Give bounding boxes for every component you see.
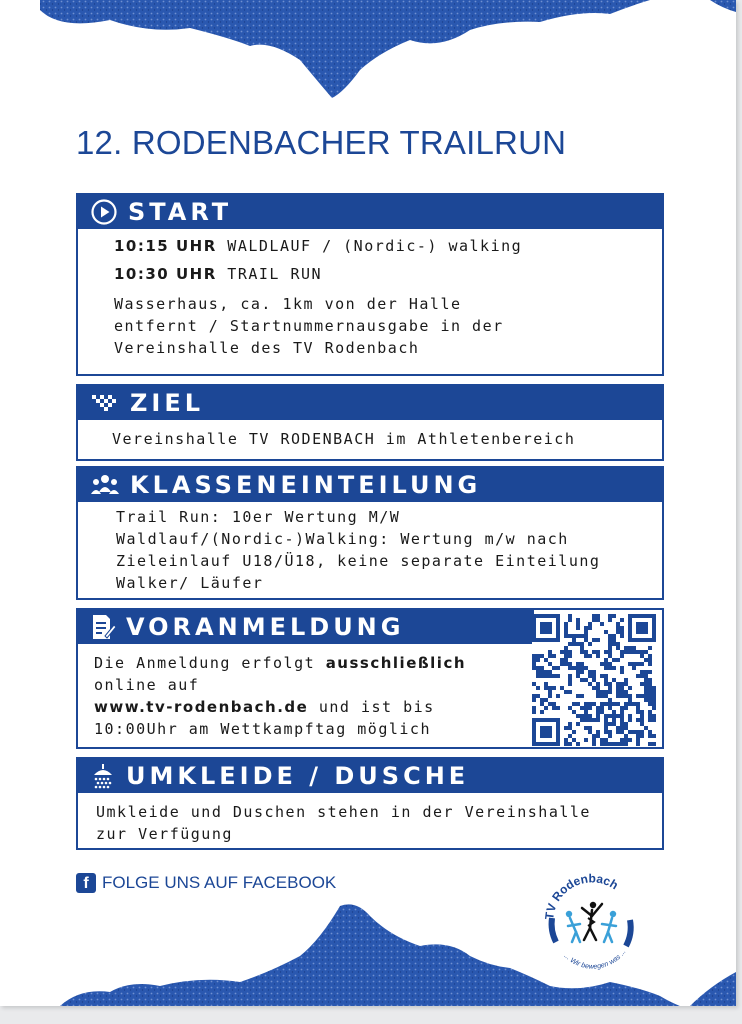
start-time-row-1 xyxy=(114,235,662,257)
klassen-line: Trail Run: 10er Wertung M/W xyxy=(116,508,401,526)
ziel-header xyxy=(78,386,662,420)
klassen-section xyxy=(76,466,664,600)
ziel-body: Vereinshalle TV RODENBACH im Athletenbereich xyxy=(112,430,576,448)
registration-link[interactable]: www.tv-rodenbach.de xyxy=(94,698,309,716)
ziel-section xyxy=(76,384,664,461)
start-event-2: TRAIL RUN xyxy=(216,265,323,283)
umkleide-line: Umkleide und Duschen stehen in der Vereinshalle xyxy=(96,803,591,821)
start-time-row-2 xyxy=(114,263,662,285)
bottom-mountain-decoration xyxy=(0,896,736,1006)
start-time-1: 10:15 UHR xyxy=(114,237,217,255)
qr-code[interactable] xyxy=(532,614,656,746)
logo-name: TV Rodenbach xyxy=(542,871,621,921)
checkered-flag-icon xyxy=(90,392,120,414)
voranmeldung-bold: ausschließlich xyxy=(325,654,467,672)
klassen-line: Waldlauf/(Nordic-)Walking: Wertung m/w nach xyxy=(116,530,569,548)
voranmeldung-header xyxy=(78,610,534,644)
start-body xyxy=(78,229,662,359)
umkleide-header xyxy=(78,759,662,793)
start-header xyxy=(78,195,662,229)
start-heading: START xyxy=(128,198,233,226)
voranmeldung-line: 10:00Uhr am Wettkampftag möglich xyxy=(94,720,431,738)
logo-slogan: ... Wir bewegen was ... xyxy=(562,948,628,971)
umkleide-section xyxy=(76,757,664,850)
voranmeldung-body xyxy=(78,644,524,740)
klassen-header xyxy=(78,468,662,502)
start-location-line: Wasserhaus, ca. 1km von der Halle xyxy=(114,295,462,313)
voranmeldung-line: online auf xyxy=(94,676,200,694)
top-mountain-decoration xyxy=(0,0,736,110)
umkleide-line: zur Verfügung xyxy=(96,825,233,843)
klassen-body xyxy=(78,502,662,594)
ziel-heading: ZIEL xyxy=(130,389,205,417)
voranmeldung-section xyxy=(76,608,664,749)
start-event-1: WALDLAUF / (Nordic-) walking xyxy=(216,237,523,255)
facebook-icon: f xyxy=(76,873,96,893)
klassen-line: Walker/ Läufer xyxy=(116,574,264,592)
umkleide-heading: UMKLEIDE / DUSCHE xyxy=(126,762,470,790)
start-location-line: Vereinshalle des TV Rodenbach xyxy=(114,339,420,357)
voranmeldung-text: und ist bis xyxy=(308,698,435,716)
voranmeldung-line xyxy=(94,696,524,718)
klassen-line: Zieleinlauf U18/Ü18, keine separate Einteilung xyxy=(116,552,601,570)
play-circle-icon xyxy=(90,198,118,226)
klassen-heading: KLASSENEINTEILUNG xyxy=(130,471,482,499)
start-time-2: 10:30 UHR xyxy=(114,265,217,283)
voranmeldung-line xyxy=(94,652,524,674)
facebook-text: FOLGE UNS AUF FACEBOOK xyxy=(102,873,337,892)
page-title: 12. RODENBACHER TRAILRUN xyxy=(76,124,567,161)
umkleide-body xyxy=(78,793,662,845)
form-pen-icon xyxy=(90,613,116,641)
shower-icon xyxy=(90,763,116,789)
start-section xyxy=(76,193,664,376)
start-location-line: entfernt / Startnummernausgabe in der xyxy=(114,317,504,335)
facebook-link[interactable] xyxy=(76,873,336,893)
start-location xyxy=(114,293,662,359)
group-icon xyxy=(90,472,120,498)
voranmeldung-heading: VORANMELDUNG xyxy=(126,613,405,641)
voranmeldung-text: Die Anmeldung erfolgt xyxy=(94,654,326,672)
